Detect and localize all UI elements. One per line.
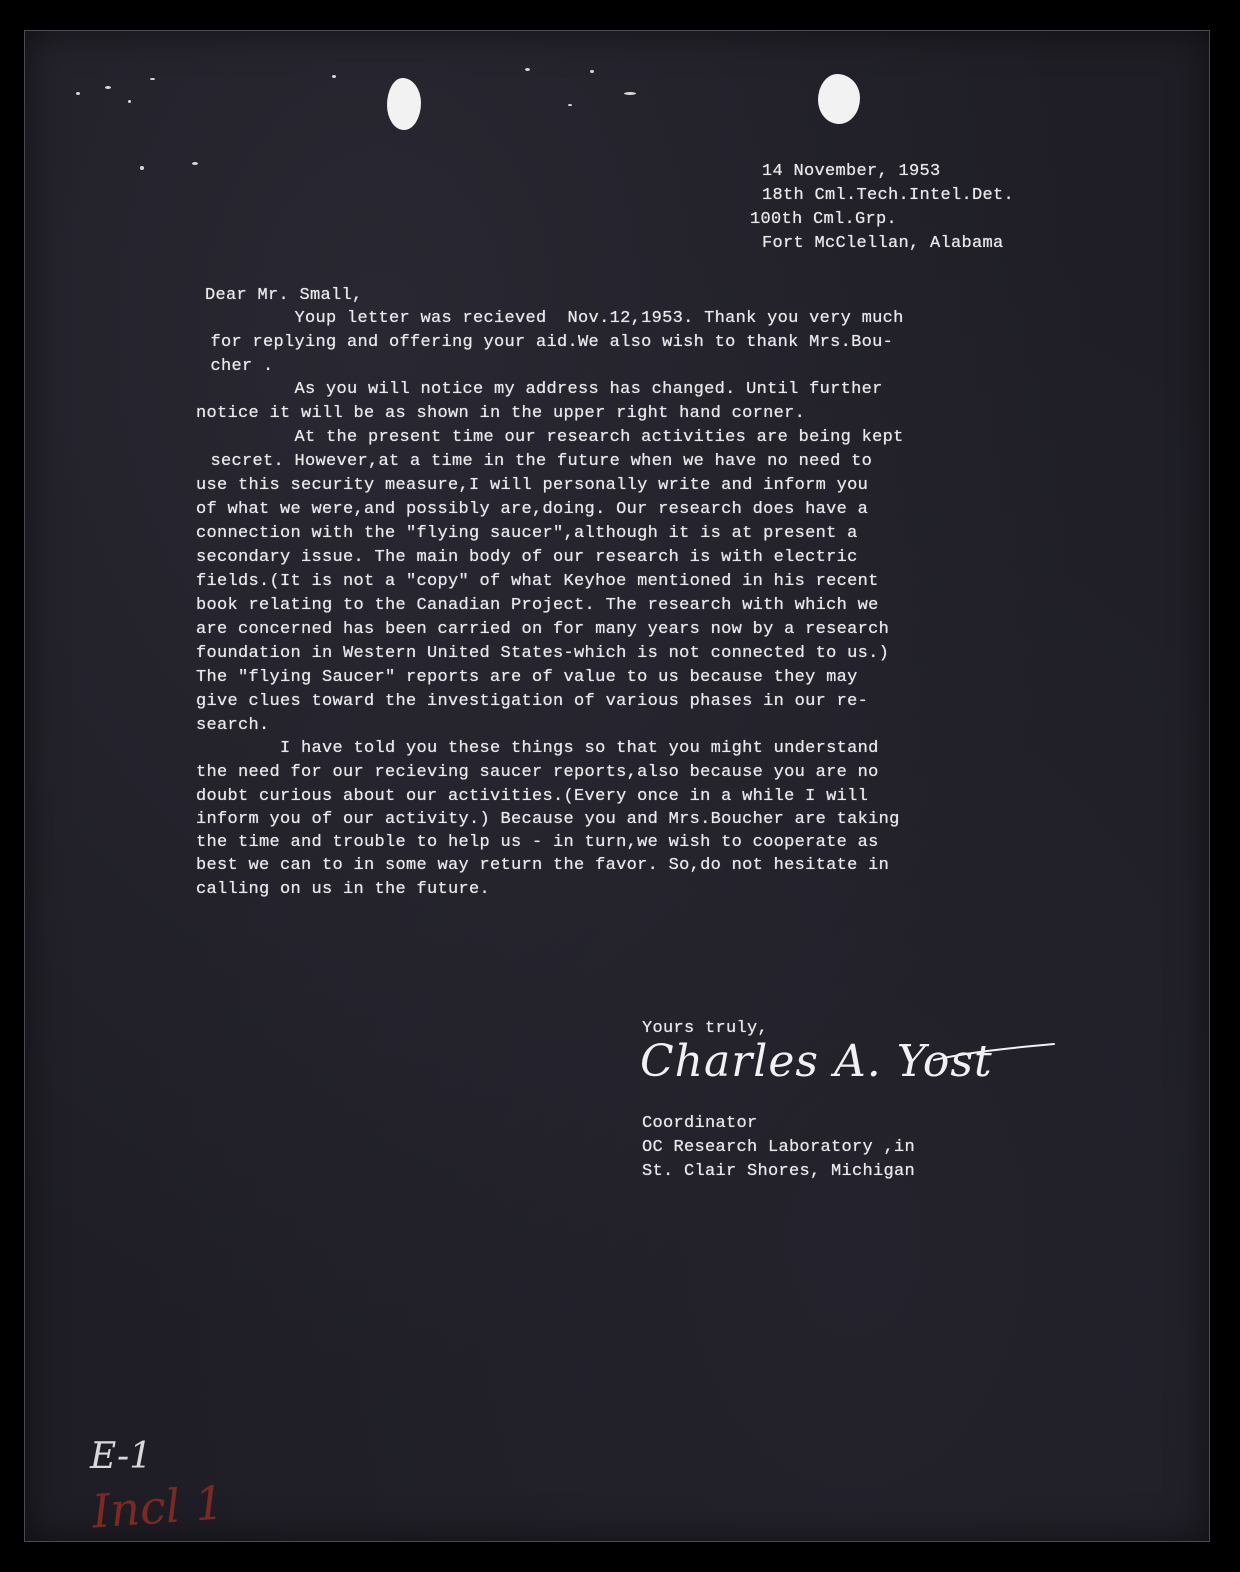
body-line: best we can to in some way return the favor. So,do not hesitate in — [196, 856, 890, 875]
speck — [150, 78, 155, 80]
signature-flourish — [930, 1036, 1060, 1066]
speck — [590, 70, 594, 73]
body-line: of what we were,and possibly are,doing. Our research does have a — [196, 500, 869, 519]
closing: Yours truly, — [642, 1019, 769, 1038]
speck — [568, 104, 572, 106]
signer-location: St. Clair Shores, Michigan — [642, 1162, 916, 1181]
body-line: use this security measure,I will personally write and inform you — [196, 476, 869, 495]
body-line: give clues toward the investigation of various phases in our re- — [196, 692, 869, 711]
speck — [105, 86, 111, 89]
body-line: cher . — [200, 357, 274, 376]
speck — [140, 166, 144, 170]
body-line: the time and trouble to help us - in turn,we wish to cooperate as — [196, 833, 879, 852]
body-line: At the present time our research activities are being kept — [200, 428, 904, 447]
body-line: notice it will be as shown in the upper right hand corner. — [196, 404, 806, 423]
punch-hole-left — [387, 78, 421, 130]
body-line: As you will notice my address has changed. Until further — [200, 380, 883, 399]
letter-date: 14 November, 1953 — [762, 162, 941, 181]
body-line: search. — [196, 716, 270, 735]
speck — [192, 162, 198, 165]
speck — [76, 92, 80, 95]
body-line: the need for our recieving saucer reports,also because you are no — [196, 763, 879, 782]
speck — [128, 100, 131, 103]
body-line: The "flying Saucer" reports are of value to us because they may — [196, 668, 858, 687]
speck — [525, 68, 530, 71]
body-line: calling on us in the future. — [196, 880, 491, 899]
body-line: foundation in Western United States-which is not connected to us.) — [196, 644, 890, 663]
body-line: secondary issue. The main body of our research is with electric — [196, 548, 858, 567]
signer-title: Coordinator — [642, 1114, 758, 1133]
sender-location: Fort McClellan, Alabama — [762, 234, 1004, 253]
body-line: inform you of our activity.) Because you and Mrs.Boucher are taking — [196, 810, 900, 829]
signer-organization: OC Research Laboratory ,in — [642, 1138, 916, 1157]
sender-unit: 18th Cml.Tech.Intel.Det. — [762, 186, 1015, 205]
body-line: I have told you these things so that you might understand — [196, 739, 879, 758]
speck — [332, 75, 336, 78]
punch-hole-right — [818, 74, 860, 124]
body-line: connection with the "flying saucer",although it is at present a — [196, 524, 858, 543]
salutation: Dear Mr. Small, — [205, 286, 363, 305]
body-line: fields.(It is not a "copy" of what Keyhoe mentioned in his recent — [196, 572, 879, 591]
body-line: book relating to the Canadian Project. The research with which we — [196, 596, 879, 615]
speck — [624, 92, 636, 95]
body-line: Youp letter was recieved Nov.12,1953. Thank you very much — [200, 309, 904, 328]
body-line: are concerned has been carried on for many years now by a research — [196, 620, 890, 639]
red-enclosure-note: Incl 1 — [90, 1475, 226, 1539]
body-line: doubt curious about our activities.(Every once in a while I will — [196, 787, 869, 806]
body-line: for replying and offering your aid.We also wish to thank Mrs.Bou- — [200, 333, 894, 352]
body-line: secret. However,at a time in the future when we have no need to — [200, 452, 873, 471]
sender-group: 100th Cml.Grp. — [750, 210, 898, 229]
file-mark-note: E-1 — [90, 1436, 153, 1477]
signature: Charles A. Yost — [640, 1036, 993, 1087]
